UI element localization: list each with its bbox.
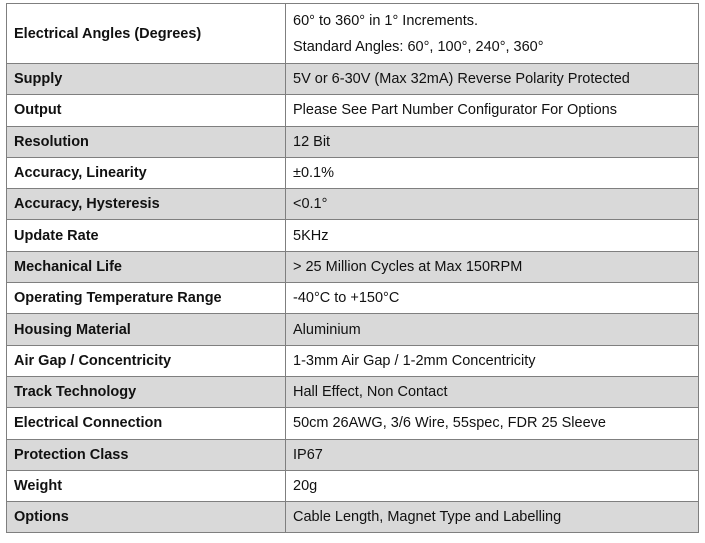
spec-value: Aluminium [286, 314, 699, 345]
spec-value: -40°C to +150°C [286, 283, 699, 314]
spec-label: Options [7, 502, 286, 533]
spec-value: 20g [286, 470, 699, 501]
spec-label: Electrical Connection [7, 408, 286, 439]
spec-label: Housing Material [7, 314, 286, 345]
spec-label: Update Rate [7, 220, 286, 251]
table-row [7, 439, 699, 470]
spec-value-line: 60° to 360° in 1° Increments. [293, 12, 479, 29]
spec-label: Track Technology [7, 376, 286, 407]
table-row [7, 502, 699, 533]
spec-label: Mechanical Life [7, 251, 286, 282]
table-row [7, 126, 699, 157]
table-row [7, 4, 699, 64]
spec-label: Accuracy, Linearity [7, 157, 286, 188]
spec-value [286, 4, 699, 64]
spec-label: Accuracy, Hysteresis [7, 189, 286, 220]
spec-label: Protection Class [7, 439, 286, 470]
table-row [7, 95, 699, 126]
spec-value-line: Standard Angles: 60°, 100°, 240°, 360° [293, 38, 544, 55]
table-row [7, 283, 699, 314]
table-row [7, 408, 699, 439]
spec-value: IP67 [286, 439, 699, 470]
table-row [7, 220, 699, 251]
spec-value: 5V or 6-30V (Max 32mA) Reverse Polarity Protected [286, 64, 699, 95]
table-row [7, 345, 699, 376]
spec-value: 5KHz [286, 220, 699, 251]
spec-value: Hall Effect, Non Contact [286, 376, 699, 407]
spec-value: > 25 Million Cycles at Max 150RPM [286, 251, 699, 282]
spec-label: Output [7, 95, 286, 126]
specifications-table [6, 3, 699, 533]
spec-value: 50cm 26AWG, 3/6 Wire, 55spec, FDR 25 Sleeve [286, 408, 699, 439]
spec-label: Resolution [7, 126, 286, 157]
spec-value: Please See Part Number Configurator For Options [286, 95, 699, 126]
table-row [7, 470, 699, 501]
table-row [7, 157, 699, 188]
table-row [7, 189, 699, 220]
spec-value: 12 Bit [286, 126, 699, 157]
table-row [7, 376, 699, 407]
spec-value: 1-3mm Air Gap / 1-2mm Concentricity [286, 345, 699, 376]
spec-label: Air Gap / Concentricity [7, 345, 286, 376]
table-row [7, 251, 699, 282]
spec-value: <0.1° [286, 189, 699, 220]
table-row [7, 314, 699, 345]
spec-value: ±0.1% [286, 157, 699, 188]
spec-label: Weight [7, 470, 286, 501]
spec-label: Supply [7, 64, 286, 95]
spec-value: Cable Length, Magnet Type and Labelling [286, 502, 699, 533]
spec-label: Electrical Angles (Degrees) [7, 4, 286, 64]
spec-label: Operating Temperature Range [7, 283, 286, 314]
table-row [7, 64, 699, 95]
